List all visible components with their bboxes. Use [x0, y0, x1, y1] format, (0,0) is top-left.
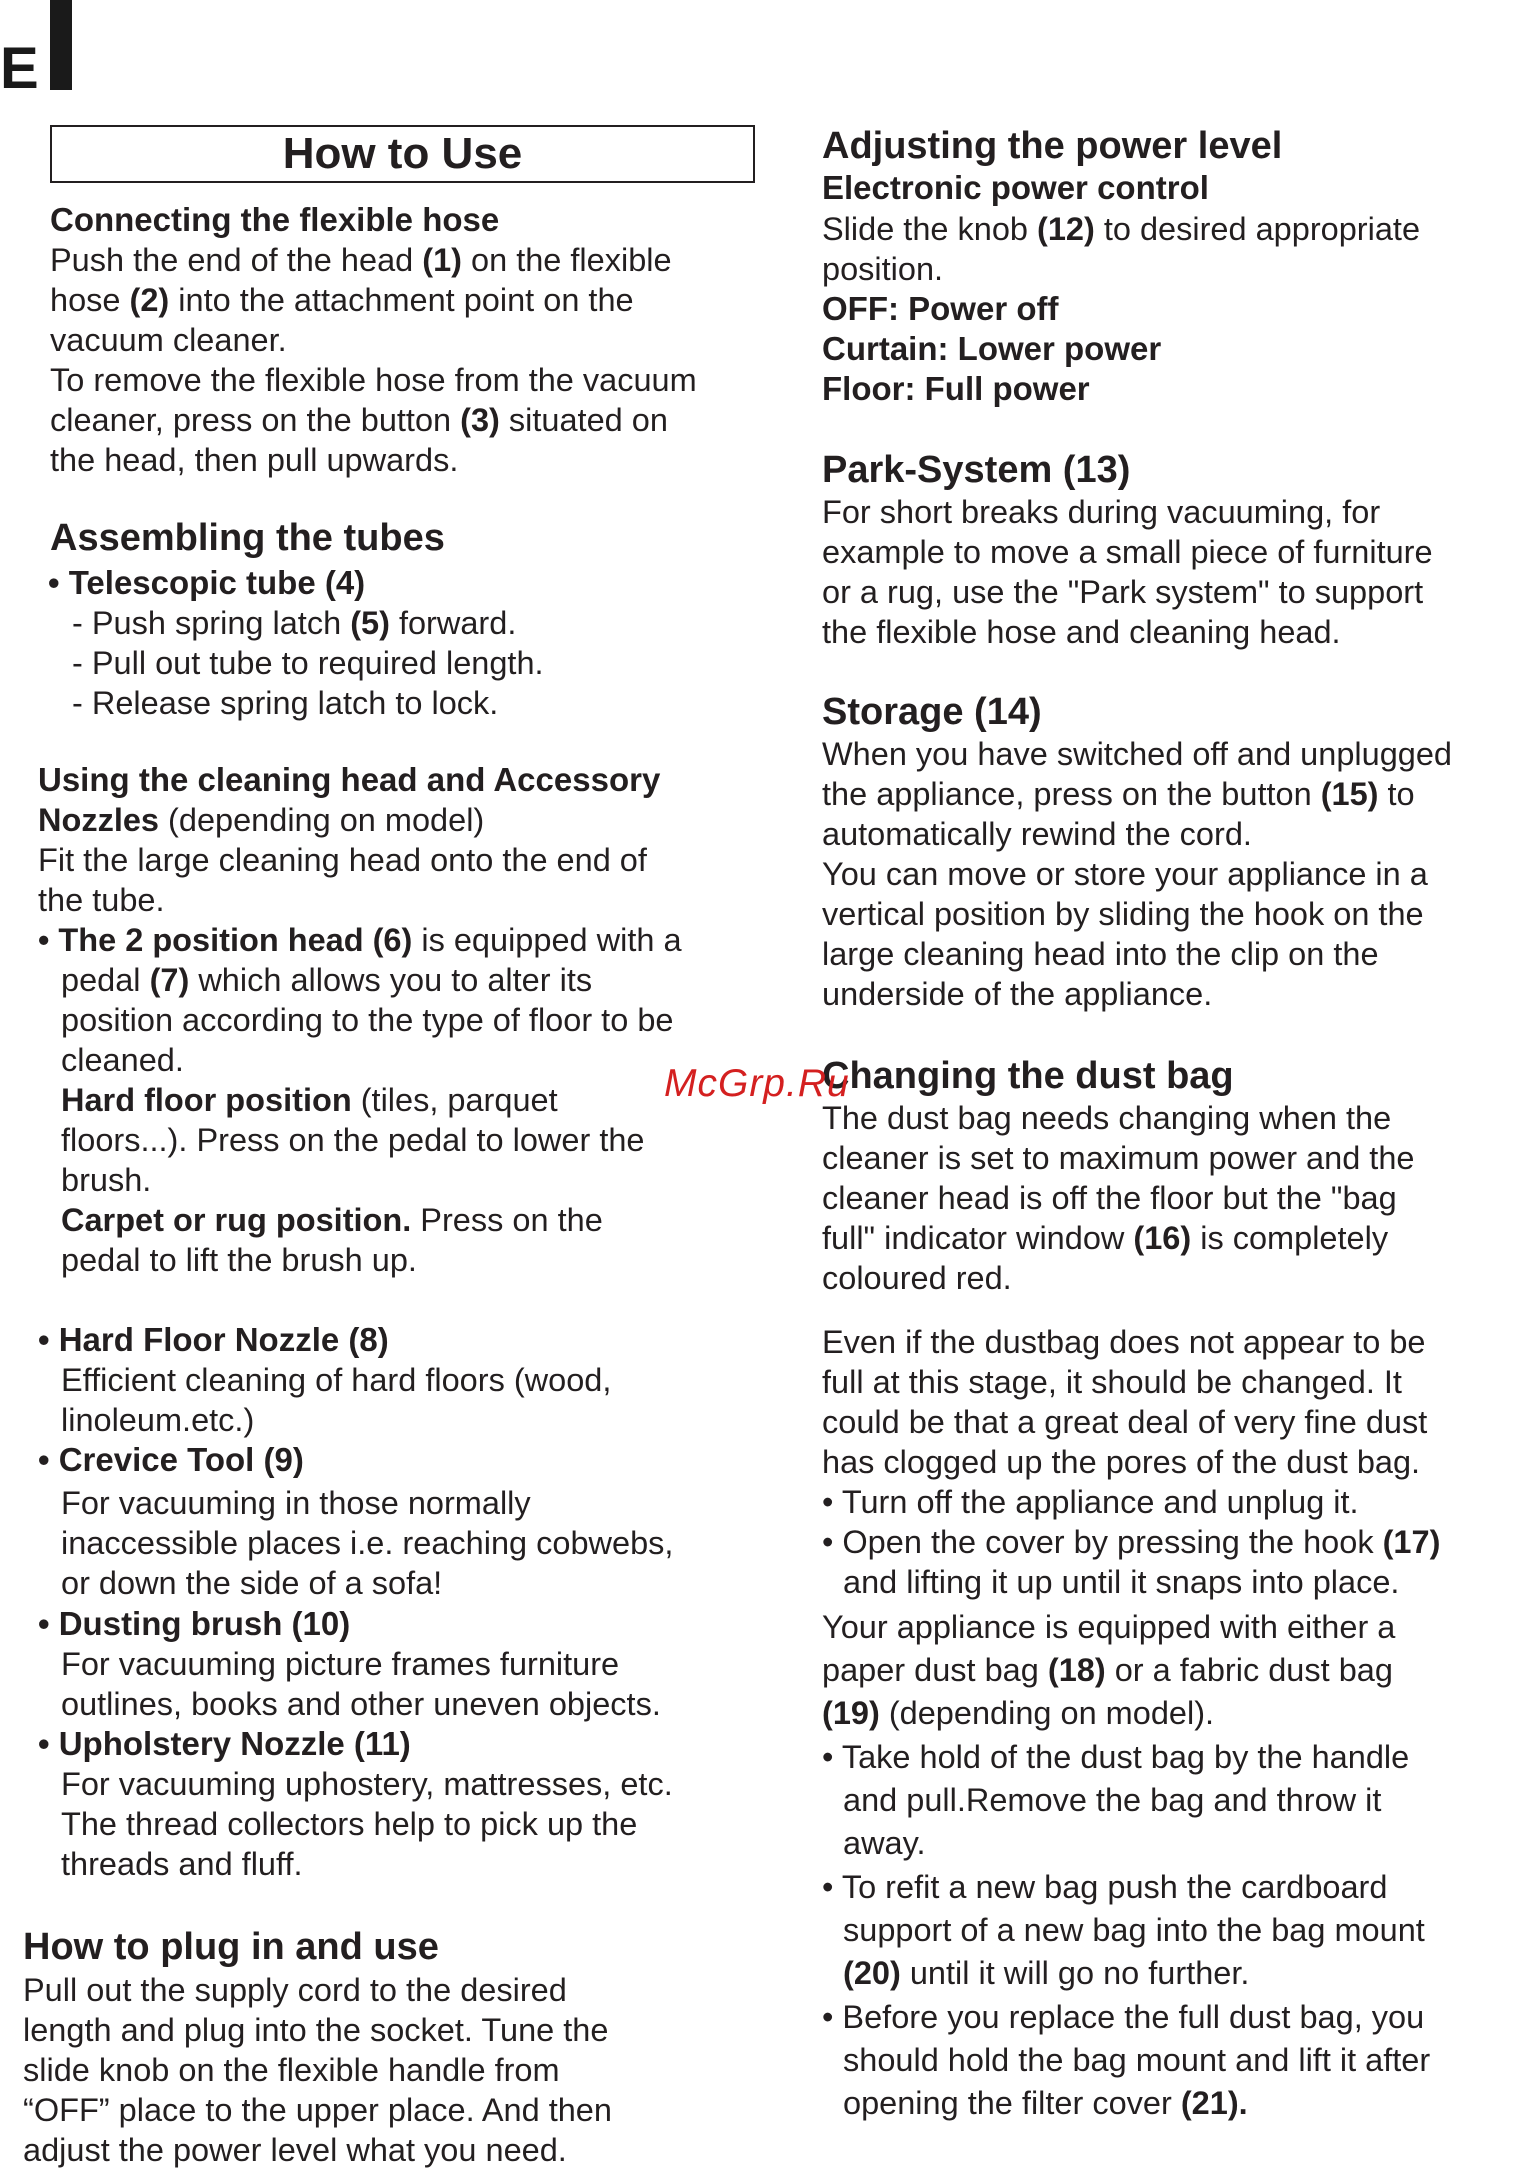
dustbag-line: (20) until it will go no further. — [843, 1955, 1250, 1991]
dustbag-line: away. — [843, 1825, 926, 1861]
storage-line: vertical position by sliding the hook on the — [822, 896, 1424, 932]
tubes-bullet: • Telescopic tube (4) — [48, 564, 366, 601]
plug-line: adjust the power level what you need. — [23, 2132, 567, 2168]
head-line: pedal to lift the brush up. — [61, 1242, 417, 1278]
dustbag-line: support of a new bag into the bag mount — [843, 1912, 1425, 1948]
upholstery-nozzle-title: • Upholstery Nozzle (11) — [38, 1725, 411, 1762]
language-tab-bar — [50, 0, 72, 90]
dustbag-bullet: • Turn off the appliance and unplug it. — [822, 1484, 1359, 1520]
hose-line: To remove the flexible hose from the vacuum — [50, 362, 697, 398]
head-heading-line: Nozzles (depending on model) — [38, 802, 485, 838]
hose-heading: Connecting the flexible hose — [50, 201, 500, 238]
power-option-curtain: Curtain: Lower power — [822, 330, 1162, 367]
plug-line: Pull out the supply cord to the desired — [23, 1972, 567, 2008]
nozzle-desc: For vacuuming in those normally — [61, 1485, 531, 1521]
dustbag-bullet: • To refit a new bag push the cardboard — [822, 1869, 1388, 1905]
storage-line: large cleaning head into the clip on the — [822, 936, 1379, 972]
dustbag-line: coloured red. — [822, 1260, 1012, 1296]
dustbag-line: cleaner head is off the floor but the "bag — [822, 1180, 1397, 1216]
nozzle-desc: The thread collectors help to pick up the — [61, 1806, 638, 1842]
language-tab-letter: E — [0, 36, 39, 101]
dustbag-line: The dust bag needs changing when the — [822, 1100, 1392, 1136]
head-line: pedal (7) which allows you to alter its — [61, 962, 593, 998]
nozzle-desc: inaccessible places i.e. reaching cobwebs, — [61, 1525, 674, 1561]
nozzle-desc: Efficient cleaning of hard floors (wood, — [61, 1362, 612, 1398]
plug-line: length and plug into the socket. Tune the — [23, 2012, 609, 2048]
head-line: the tube. — [38, 882, 165, 918]
hose-line: the head, then pull upwards. — [50, 442, 459, 478]
dusting-brush-title: • Dusting brush (10) — [38, 1605, 351, 1642]
carpet-position: Carpet or rug position. Press on the — [61, 1202, 603, 1238]
crevice-tool-title: • Crevice Tool (9) — [38, 1441, 304, 1478]
plug-line: slide knob on the flexible handle from — [23, 2052, 560, 2088]
dustbag-line: and lifting it up until it snaps into place. — [843, 1564, 1400, 1600]
park-line: example to move a small piece of furniture — [822, 534, 1433, 570]
head-line: brush. — [61, 1162, 152, 1198]
plug-heading: How to plug in and use — [23, 1926, 439, 1968]
hose-line: Push the end of the head (1) on the flexible — [50, 242, 672, 278]
page-title: How to Use — [50, 125, 755, 183]
hard-floor-nozzle-title: • Hard Floor Nozzle (8) — [38, 1321, 389, 1358]
storage-line: When you have switched off and unplugged — [822, 736, 1452, 772]
tubes-heading: Assembling the tubes — [50, 517, 445, 559]
head-line: floors...). Press on the pedal to lower the — [61, 1122, 645, 1158]
dustbag-bullet: • Open the cover by pressing the hook (17) — [822, 1524, 1441, 1560]
nozzle-desc: linoleum.etc.) — [61, 1402, 255, 1438]
storage-line: You can move or store your appliance in a — [822, 856, 1428, 892]
hose-line: cleaner, press on the button (3) situated on — [50, 402, 668, 438]
park-line: For short breaks during vacuuming, for — [822, 494, 1381, 530]
dustbag-line: cleaner is set to maximum power and the — [822, 1140, 1415, 1176]
dustbag-line: opening the filter cover (21). — [843, 2085, 1248, 2121]
power-heading: Adjusting the power level — [822, 125, 1283, 167]
nozzle-desc: For vacuuming uphostery, mattresses, etc. — [61, 1766, 673, 1802]
tubes-step: - Push spring latch (5) forward. — [72, 605, 517, 641]
hard-floor-position: Hard floor position (tiles, parquet — [61, 1082, 558, 1118]
dustbag-line: could be that a great deal of very fine dust — [822, 1404, 1428, 1440]
dustbag-line: (19) (depending on model). — [822, 1695, 1215, 1731]
park-line: or a rug, use the "Park system" to support — [822, 574, 1424, 610]
storage-heading: Storage (14) — [822, 691, 1042, 733]
dustbag-line: should hold the bag mount and lift it after — [843, 2042, 1431, 2078]
park-line: the flexible hose and cleaning head. — [822, 614, 1341, 650]
dustbag-line: Your appliance is equipped with either a — [822, 1609, 1396, 1645]
dustbag-bullet: • Take hold of the dust bag by the handle — [822, 1739, 1410, 1775]
dustbag-line: paper dust bag (18) or a fabric dust bag — [822, 1652, 1393, 1688]
dustbag-line: and pull.Remove the bag and throw it — [843, 1782, 1382, 1818]
plug-line: “OFF” place to the upper place. And then — [23, 2092, 612, 2128]
hose-line: hose (2) into the attachment point on the — [50, 282, 634, 318]
tubes-step: - Release spring latch to lock. — [72, 685, 499, 721]
dustbag-line: full at this stage, it should be changed. It — [822, 1364, 1402, 1400]
nozzle-desc: or down the side of a sofa! — [61, 1565, 443, 1601]
head-line: Fit the large cleaning head onto the end of — [38, 842, 647, 878]
power-line: Slide the knob (12) to desired appropriate — [822, 211, 1421, 247]
watermark: McGrp.Ru — [664, 1062, 850, 1105]
head-line: cleaned. — [61, 1042, 184, 1078]
storage-line: the appliance, press on the button (15) to — [822, 776, 1415, 812]
nozzle-desc: threads and fluff. — [61, 1846, 303, 1882]
hose-line: vacuum cleaner. — [50, 322, 287, 358]
nozzle-desc: For vacuuming picture frames furniture — [61, 1646, 620, 1682]
storage-line: automatically rewind the cord. — [822, 816, 1252, 852]
dustbag-line: has clogged up the pores of the dust bag. — [822, 1444, 1421, 1480]
park-heading: Park-System (13) — [822, 449, 1131, 491]
tubes-step: - Pull out tube to required length. — [72, 645, 544, 681]
dustbag-line: full" indicator window (16) is completely — [822, 1220, 1389, 1256]
storage-line: underside of the appliance. — [822, 976, 1213, 1012]
dustbag-heading: Changing the dust bag — [822, 1055, 1234, 1097]
power-line: position. — [822, 251, 944, 287]
head-line: position according to the type of floor to be — [61, 1002, 674, 1038]
head-heading: Using the cleaning head and Accessory — [38, 761, 661, 798]
power-subheading: Electronic power control — [822, 169, 1209, 206]
dustbag-bullet: • Before you replace the full dust bag, you — [822, 1999, 1425, 2035]
power-option-floor: Floor: Full power — [822, 370, 1090, 407]
dustbag-line: Even if the dustbag does not appear to be — [822, 1324, 1426, 1360]
power-option-off: OFF: Power off — [822, 290, 1059, 327]
head-bullet: • The 2 position head (6) is equipped with a — [38, 922, 682, 958]
nozzle-desc: outlines, books and other uneven objects. — [61, 1686, 661, 1722]
